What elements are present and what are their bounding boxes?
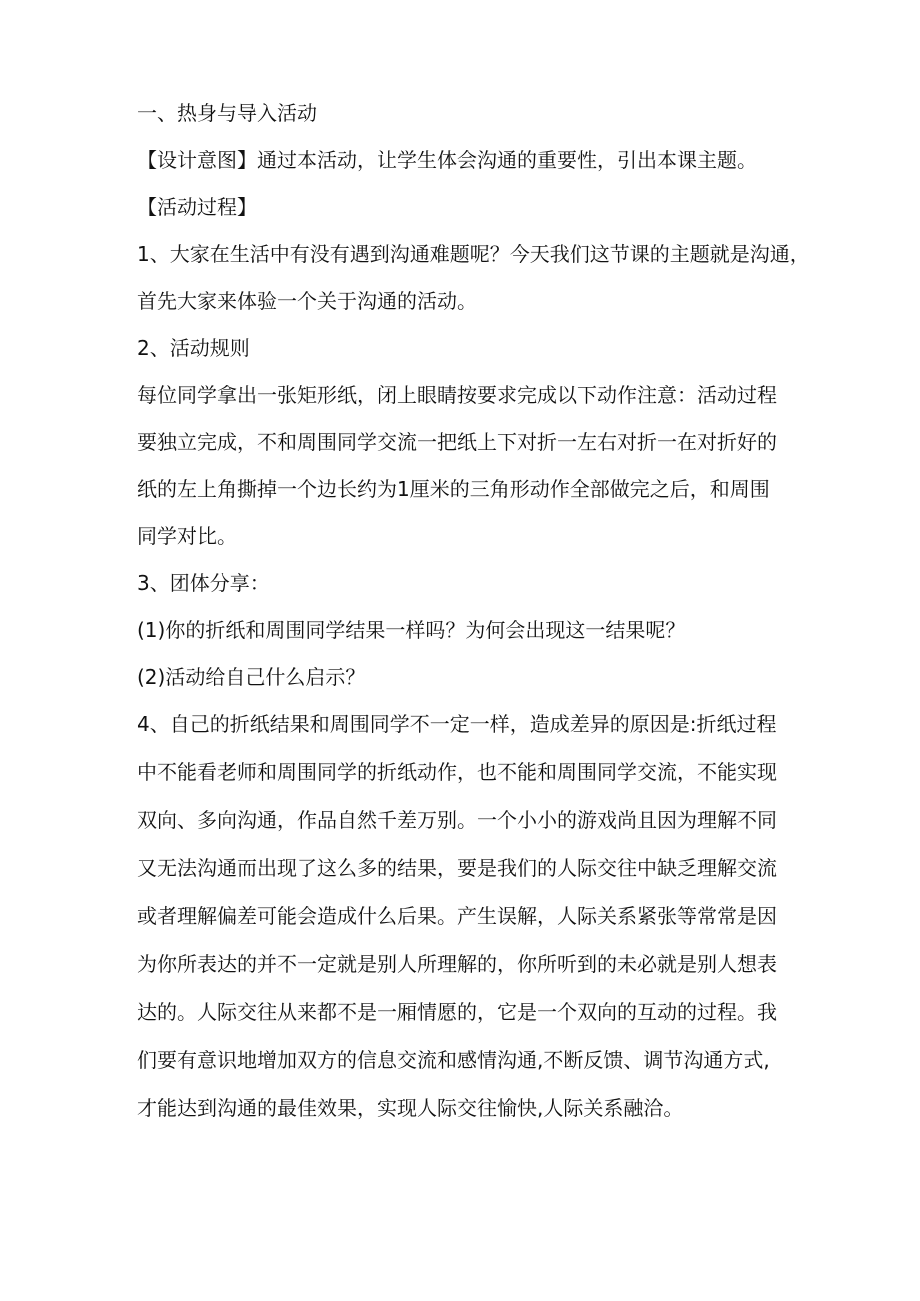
design-intent-line: 【设计意图】通过本活动，让学生体会沟通的重要性，引出本课主题。 [137, 148, 757, 172]
document-body [137, 95, 810, 1138]
section-heading: 一、热身与导入活动 [137, 101, 317, 125]
text-line: 4、自己的折纸结果和周围同学不一定一样，造成差异的原因是:折纸过程 [137, 712, 777, 736]
text-line: 又无法沟通而出现了这么多的结果，要是我们的人际交往中缺乏理解交流 [137, 856, 777, 880]
question-line: (2)活动给自己什么启示？ [137, 665, 366, 689]
activity-rules-heading: 2、活动规则 [137, 336, 250, 360]
text-line: 达的。人际交往从来都不是一厢情愿的，它是一个双向的互动的过程。我 [137, 1000, 777, 1024]
text-line: 或者理解偏差可能会造成什么后果。产生误解，人际关系紧张等常常是因 [137, 904, 777, 928]
question-line: (1)你的折纸和周围同学结果一样吗？为何会出现这一结果呢？ [137, 618, 686, 642]
text-line: 双向、多向沟通，作品自然千差万别。一个小小的游戏尚且因为理解不同 [137, 808, 777, 832]
text-line: 每位同学拿出一张矩形纸，闭上眼睛按要求完成以下动作注意：活动过程 [137, 383, 777, 407]
text-line: 同学对比。 [137, 524, 237, 548]
group-sharing-heading: 3、团体分享： [137, 571, 270, 595]
text-line: 1、大家在生活中有没有遇到沟通难题呢？今天我们这节课的主题就是沟通， [137, 242, 810, 266]
text-line: 首先大家来体验一个关于沟通的活动。 [137, 289, 477, 313]
text-line: 中不能看老师和周围同学的折纸动作，也不能和周围同学交流，不能实现 [137, 760, 777, 784]
text-line: 要独立完成，不和周围同学交流一把纸上下对折一左右对折一在对折好的 [137, 430, 777, 454]
text-line: 才能达到沟通的最佳效果，实现人际交往愉快,人际关系融洽。 [137, 1096, 684, 1120]
text-line: 们要有意识地增加双方的信息交流和感情沟通,不断反馈、调节沟通方式, [137, 1048, 770, 1072]
text-line: 纸的左上角撕掉一个边长约为1厘米的三角形动作全部做完之后，和周围 [137, 477, 770, 501]
activity-process-heading: 【活动过程】 [137, 195, 257, 219]
text-line: 为你所表达的并不一定就是别人所理解的，你所听到的未必就是别人想表 [137, 952, 777, 976]
